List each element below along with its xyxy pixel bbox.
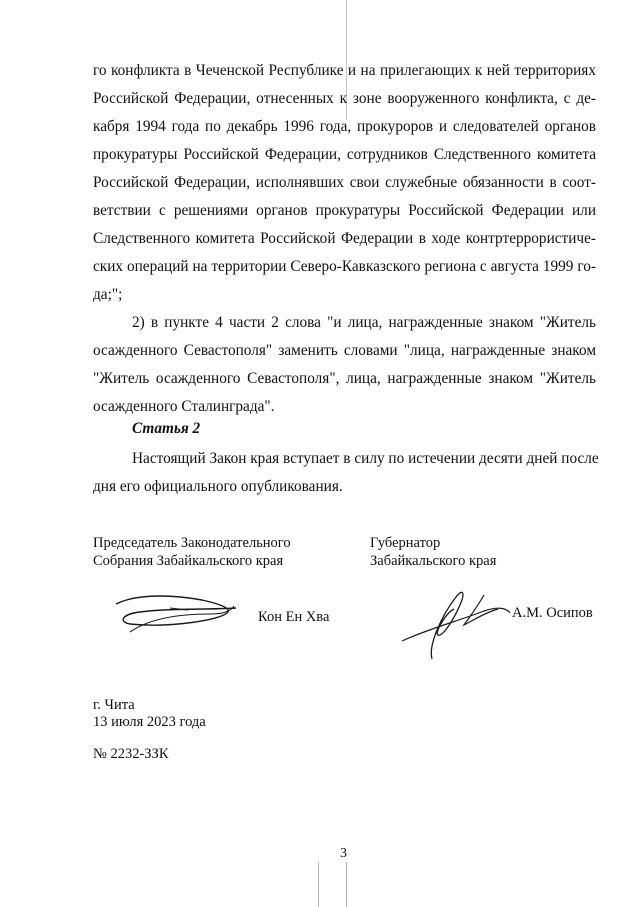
body-line: ских операций на территории Северо-Кавказского региона с августа 1999 го- bbox=[93, 258, 596, 275]
scan-line bbox=[318, 862, 319, 907]
scan-line bbox=[346, 862, 347, 907]
item2-line: осажденного Сталинграда". bbox=[93, 398, 275, 415]
body-line: да;"; bbox=[93, 286, 123, 303]
item2-line: "Житель осажденного Севастополя", лица, награжденные знаком "Житель bbox=[93, 370, 596, 387]
body-line: Российской Федерации, отнесенных к зоне вооруженного конфликта, с де- bbox=[93, 90, 596, 107]
body-line: Следственного комитета Российской Федерации в ходе контртеррористиче- bbox=[93, 230, 596, 247]
body-line: го конфликта в Чеченской Республике и на прилегающих к ней территориях bbox=[93, 62, 596, 79]
right-signatory-name: А.М. Осипов bbox=[512, 605, 593, 621]
right-signature bbox=[398, 585, 513, 665]
left-signatory-title-1: Председатель Законодательного bbox=[93, 535, 291, 551]
body-line: кабря 1994 года по декабрь 1996 года, прокуроров и следователей органов bbox=[93, 118, 596, 135]
item2-line: 2) в пункте 4 части 2 слова "и лица, награжденные знаком "Житель bbox=[132, 314, 596, 331]
body-line: прокуратуры Российской Федерации, сотрудников Следственного комитета bbox=[93, 146, 596, 163]
city: г. Чита bbox=[93, 697, 135, 713]
left-signature bbox=[110, 588, 240, 638]
article-heading: Статья 2 bbox=[132, 420, 201, 437]
body-line: ветствии с решениями органов прокуратуры Российской Федерации или bbox=[93, 202, 596, 219]
article-line: Настоящий Закон края вступает в силу по истечении десяти дней после bbox=[132, 450, 599, 467]
left-signatory-title-2: Собрания Забайкальского края bbox=[93, 553, 284, 569]
page-number: 3 bbox=[340, 846, 347, 861]
right-signatory-title-1: Губернатор bbox=[370, 535, 441, 551]
left-signatory-name: Кон Ен Хва bbox=[258, 609, 330, 625]
date: 13 июля 2023 года bbox=[93, 714, 206, 730]
law-number: № 2232-ЗЗК bbox=[93, 746, 169, 762]
article-line: дня его официального опубликования. bbox=[93, 478, 343, 495]
right-signatory-title-2: Забайкальского края bbox=[370, 553, 497, 569]
body-line: Российской Федерации, исполнявших свои служебные обязанности в соот- bbox=[93, 174, 596, 191]
item2-line: осажденного Севастополя" заменить словами "лица, награжденные знаком bbox=[93, 342, 596, 359]
